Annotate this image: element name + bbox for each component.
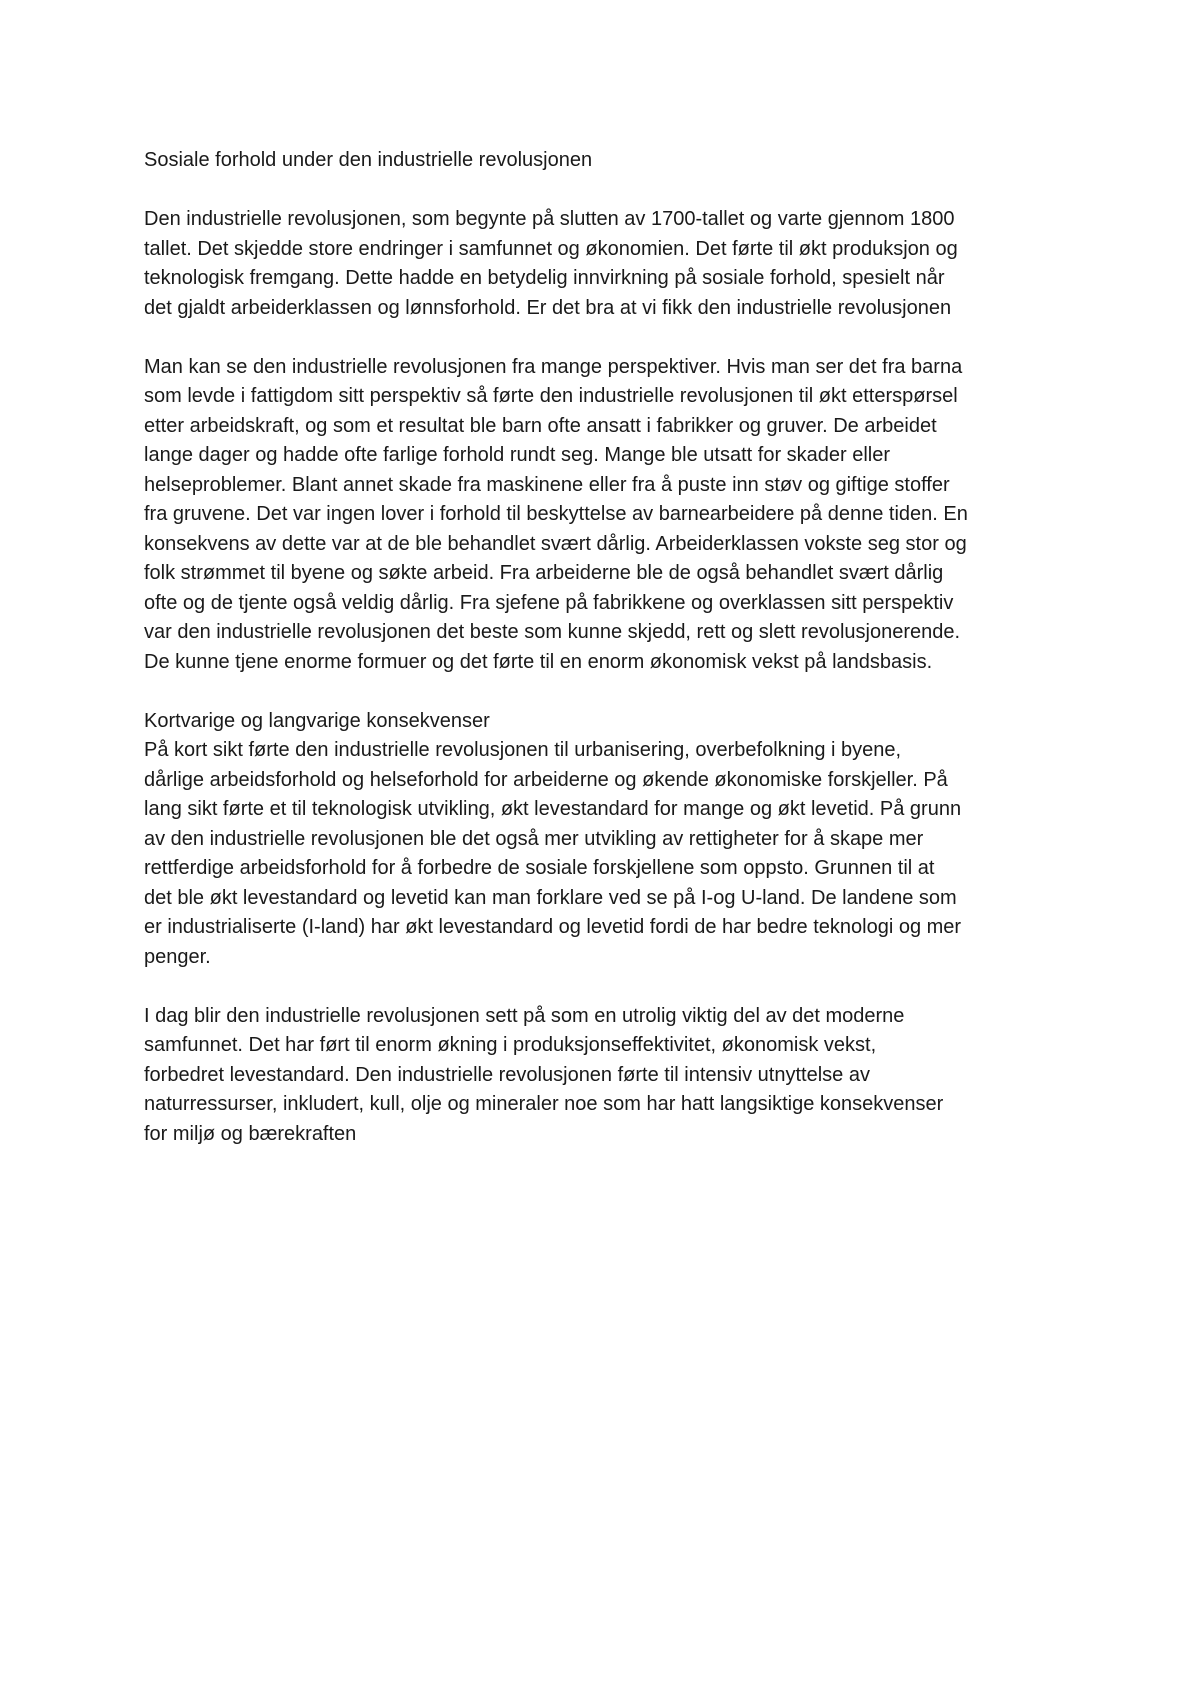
- conclusion-line: I dag blir den industrielle revolusjonen sett på som en utrolig viktig del av det moderne: [144, 1004, 905, 1027]
- perspectives-paragraph: [144, 353, 1074, 678]
- consequences-line: er industrialiserte (I-land) har økt levestandard og levetid fordi de har bedre teknologi og mer: [144, 916, 962, 938]
- perspectives-line: ofte og de tjente også veldig dårlig. Fra sjefene på fabrikkene og overklassen sitt perspektiv: [144, 591, 954, 614]
- perspectives-line: De kunne tjene enorme formuer og det førte til en enorm økonomisk vekst på landsbasis.: [144, 650, 933, 673]
- conclusion-line: forbedret levestandard. Den industrielle revolusjonen førte til intensiv utnyttelse av: [144, 1063, 870, 1086]
- consequences-section: [144, 707, 1074, 973]
- paragraph-gap: [144, 972, 1074, 1002]
- document-title: [144, 146, 1074, 176]
- perspectives-line: konsekvens av dette var at de ble behandlet svært dårlig. Arbeiderklassen vokste seg stor og: [144, 532, 967, 555]
- consequences-line: penger.: [144, 945, 211, 968]
- conclusion-line: samfunnet. Det har ført til enorm økning i produksjonseffektivitet, økonomisk vekst,: [144, 1034, 877, 1056]
- consequences-line: av den industrielle revolusjonen ble det også mer utvikling av rettigheter for å skape mer: [144, 827, 924, 850]
- consequences-line: det ble økt levestandard og levetid kan man forklare ved se på I-og U-land. De landene som: [144, 886, 957, 909]
- perspectives-line: fra gruvene. Det var ingen lover i forhold til beskyttelse av barnearbeidere på denne tiden. En: [144, 503, 968, 525]
- perspectives-line: var den industrielle revolusjonen det beste som kunne skjedd, rett og slett revolusjonerende.: [144, 621, 961, 643]
- consequences-line: På kort sikt førte den industrielle revolusjonen til urbanisering, overbefolkning i byene,: [144, 739, 902, 761]
- conclusion-paragraph: [144, 1002, 1074, 1150]
- intro-line: det gjaldt arbeiderklassen og lønnsforhold. Er det bra at vi fikk den industrielle revolusjonen: [144, 296, 952, 319]
- consequences-line: rettferdige arbeidsforhold for å forbedre de sosiale forskjellene som oppsto. Grunnen til at: [144, 857, 935, 879]
- intro-line: Den industrielle revolusjonen, som begynte på slutten av 1700-tallet og varte gjennom 1800: [144, 208, 955, 230]
- paragraph-gap: [144, 323, 1074, 353]
- intro-line: teknologisk fremgang. Dette hadde en betydelig innvirkning på sosiale forhold, spesielt når: [144, 267, 945, 289]
- perspectives-line: Man kan se den industrielle revolusjonen fra mange perspektiver. Hvis man ser det fra barna: [144, 355, 963, 378]
- title-line: Sosiale forhold under den industrielle revolusjonen: [144, 149, 593, 171]
- perspectives-line: helseproblemer. Blant annet skade fra maskinene eller fra å puste inn støv og giftige stoffer: [144, 473, 950, 496]
- conclusion-line: naturressurser, inkludert, kull, olje og mineraler noe som har hatt langsiktige konsekvenser: [144, 1093, 944, 1115]
- paragraph-gap: [144, 176, 1074, 206]
- intro-line: tallet. Det skjedde store endringer i samfunnet og økonomien. Det førte til økt produksjon og: [144, 237, 958, 260]
- section-heading: Kortvarige og langvarige konsekvenser: [144, 709, 490, 732]
- perspectives-line: etter arbeidskraft, og som et resultat ble barn ofte ansatt i fabrikker og gruver. De arbeidet: [144, 414, 937, 437]
- perspectives-line: lange dager og hadde ofte farlige forhold rundt seg. Mange ble utsatt for skader eller: [144, 444, 891, 466]
- perspectives-line: folk strømmet til byene og søkte arbeid. Fra arbeiderne ble de også behandlet svært dårlig: [144, 562, 944, 584]
- consequences-line: lang sikt førte et til teknologisk utvikling, økt levestandard for mange og økt levetid. På grunn: [144, 798, 962, 820]
- intro-paragraph: [144, 205, 1074, 323]
- paragraph-gap: [144, 677, 1074, 707]
- perspectives-line: som levde i fattigdom sitt perspektiv så førte den industrielle revolusjonen til økt etterspørsel: [144, 385, 958, 407]
- document-body: [144, 146, 1074, 1149]
- consequences-line: dårlige arbeidsforhold og helseforhold for arbeiderne og økende økonomiske forskjeller. På: [144, 768, 948, 791]
- conclusion-line: for miljø og bærekraften: [144, 1122, 357, 1145]
